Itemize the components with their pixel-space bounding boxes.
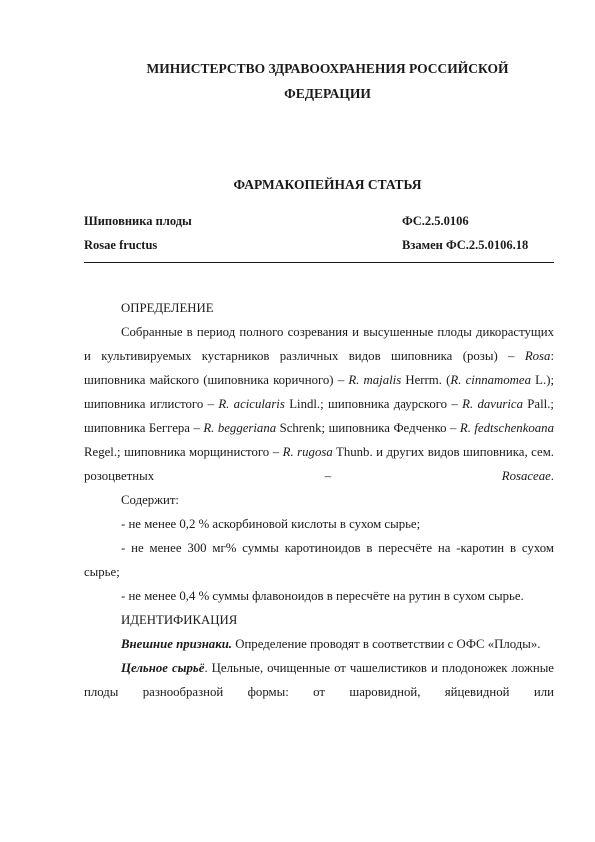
document-body	[84, 296, 554, 704]
definition-heading: ОПРЕДЕЛЕНИЕ	[121, 301, 214, 315]
latin-name: Rosaceae	[501, 469, 551, 483]
monograph-name-lat: Rosae fructus	[84, 238, 158, 252]
whole-raw-paragraph	[84, 656, 554, 704]
definition-text: Herrm. (	[401, 373, 451, 387]
external-signs-label: Внешние признаки.	[121, 637, 233, 651]
latin-name: Rosa	[524, 349, 551, 363]
ministry-line-2: ФЕДЕРАЦИИ	[284, 86, 371, 101]
latin-name: R. rugosa	[282, 445, 333, 459]
contains-item: - не менее 0,2 % аскорбиновой кислоты в сухом сырье;	[121, 517, 421, 531]
definition-text: : шиповника майского (шиповника коричного) –	[84, 349, 554, 387]
monograph-code: ФС.2.5.0106	[402, 214, 469, 228]
latin-name: R. acicularis	[218, 397, 285, 411]
latin-name: R. majalis	[348, 373, 402, 387]
monograph-replaces: Взамен ФС.2.5.0106.18	[402, 238, 529, 252]
contains-item: - не менее 0,4 % суммы флавоноидов в пересчёте на рутин в сухом сырье.	[121, 589, 524, 603]
ministry-line-1: МИНИСТЕРСТВО ЗДРАВООХРАНЕНИЯ РОССИЙСКОЙ	[146, 61, 509, 76]
definition-text: Schrenk; шиповника Федченко –	[276, 421, 460, 435]
definition-paragraph	[84, 320, 554, 488]
definition-text: Собранные в период полного созревания и высушенные плоды дикорастущих и культивируемых кустарников различных видов шиповника (розы) –	[84, 325, 554, 363]
definition-text: Pall.; шиповника Беггера –	[84, 397, 554, 435]
identification-heading: ИДЕНТИФИКАЦИЯ	[121, 613, 238, 627]
contains-item: - не менее 300 мг% суммы каротиноидов в пересчёте на -каротин в сухом сырье;	[84, 541, 554, 579]
contains-label: Содержит:	[121, 493, 179, 507]
definition-text: .	[550, 469, 554, 483]
latin-name: R. beggeriana	[203, 421, 277, 435]
latin-name: R. cinnamomea	[450, 373, 531, 387]
external-signs-paragraph	[84, 632, 554, 656]
latin-name: R. davurica	[462, 397, 523, 411]
whole-raw-text: . Цельные, очищенные от чашелистиков и плодоножек ложные плоды разнообразной формы: от шаровидной, яйцевидной или	[84, 661, 554, 699]
ministry-header	[60, 56, 595, 106]
definition-text: Lindl.; шиповника даурского –	[284, 397, 463, 411]
monograph-name-ru: Шиповника плоды	[84, 214, 192, 228]
article-title: ФАРМАКОПЕЙНАЯ СТАТЬЯ	[233, 177, 422, 192]
whole-raw-label: Цельное сырьё	[121, 661, 205, 675]
latin-name: R. fedtschenkoana	[459, 421, 554, 435]
external-signs-text: Определение проводят в соответствии с ОФС «Плоды».	[232, 637, 541, 651]
definition-text: L.); шиповника иглистого –	[84, 373, 555, 411]
header-divider	[84, 262, 554, 263]
definition-text: Regel.; шиповника морщинистого –	[84, 445, 283, 459]
definition-text: Thunb. и других видов шиповника, сем. розоцветных –	[84, 445, 554, 483]
